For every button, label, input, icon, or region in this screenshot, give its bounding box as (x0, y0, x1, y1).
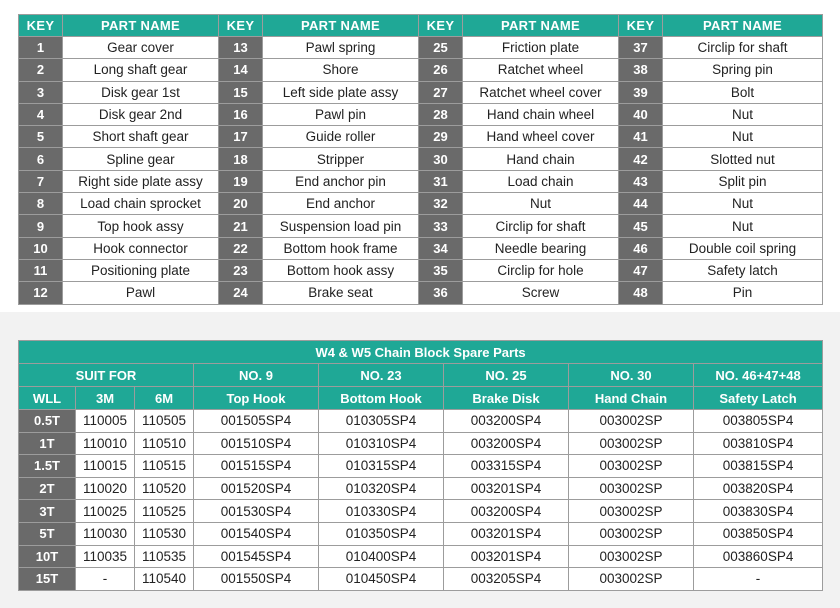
wll-cell: 1.5T (19, 455, 76, 478)
hand-chain-cell: 003002SP (569, 500, 694, 523)
parts-row (19, 170, 823, 192)
part-name: Bottom hook assy (263, 259, 419, 281)
part-key: 44 (619, 193, 663, 215)
part-name: Bottom hook frame (263, 237, 419, 259)
part-key: 36 (419, 282, 463, 304)
part-name: Nut (663, 126, 823, 148)
bottom-hook-header: Bottom Hook (319, 387, 444, 410)
part-name: Long shaft gear (63, 59, 219, 81)
part-key: 43 (619, 170, 663, 192)
part-key: 45 (619, 215, 663, 237)
part-key: 29 (419, 126, 463, 148)
code-6m-cell: 110515 (135, 455, 194, 478)
brake-disk-cell: 003200SP4 (444, 410, 569, 433)
code-6m-cell: 110505 (135, 410, 194, 433)
wll-cell: 1T (19, 432, 76, 455)
code-3m-cell: - (76, 568, 135, 591)
part-name: Nut (463, 193, 619, 215)
spare-row (19, 522, 823, 545)
part-key: 24 (219, 282, 263, 304)
number-header: NO. 9 (194, 364, 319, 387)
bottom-hook-cell: 010400SP4 (319, 545, 444, 568)
part-key: 32 (419, 193, 463, 215)
part-name: Short shaft gear (63, 126, 219, 148)
part-key: 28 (419, 103, 463, 125)
part-name: Nut (663, 193, 823, 215)
hand-chain-cell: 003002SP (569, 568, 694, 591)
part-key: 6 (19, 148, 63, 170)
part-name: Right side plate assy (63, 170, 219, 192)
part-name: Ratchet wheel (463, 59, 619, 81)
bottom-hook-cell: 010450SP4 (319, 568, 444, 591)
parts-body (19, 37, 823, 305)
part-key: 20 (219, 193, 263, 215)
safety-latch-cell: 003830SP4 (694, 500, 823, 523)
wll-header: WLL (19, 387, 76, 410)
spare-title-row (19, 341, 823, 364)
top-hook-cell: 001550SP4 (194, 568, 319, 591)
bottom-hook-cell: 010350SP4 (319, 522, 444, 545)
part-name: Disk gear 2nd (63, 103, 219, 125)
part-key: 7 (19, 170, 63, 192)
part-name: Stripper (263, 148, 419, 170)
part-key: 39 (619, 81, 663, 103)
part-key: 30 (419, 148, 463, 170)
brake-disk-cell: 003201SP4 (444, 545, 569, 568)
top-hook-cell: 001515SP4 (194, 455, 319, 478)
part-key: 31 (419, 170, 463, 192)
part-key: 16 (219, 103, 263, 125)
spare-number-row (19, 364, 823, 387)
parts-row (19, 282, 823, 304)
part-name: Circlip for shaft (663, 37, 823, 59)
code-6m-cell: 110530 (135, 522, 194, 545)
part-key: 17 (219, 126, 263, 148)
brake-disk-cell: 003315SP4 (444, 455, 569, 478)
part-name: End anchor (263, 193, 419, 215)
spare-row (19, 477, 823, 500)
code-3m-cell: 110005 (76, 410, 135, 433)
part-name-header: PART NAME (663, 15, 823, 37)
top-hook-cell: 001540SP4 (194, 522, 319, 545)
part-key: 48 (619, 282, 663, 304)
safety-latch-cell: 003810SP4 (694, 432, 823, 455)
part-name: Ratchet wheel cover (463, 81, 619, 103)
length-6m-header: 6M (135, 387, 194, 410)
safety-latch-cell: - (694, 568, 823, 591)
part-name: Friction plate (463, 37, 619, 59)
code-6m-cell: 110510 (135, 432, 194, 455)
key-header: KEY (419, 15, 463, 37)
part-key: 34 (419, 237, 463, 259)
hand-chain-cell: 003002SP (569, 545, 694, 568)
parts-row (19, 37, 823, 59)
parts-row (19, 59, 823, 81)
length-3m-header: 3M (76, 387, 135, 410)
wll-cell: 15T (19, 568, 76, 591)
spare-row (19, 568, 823, 591)
brake-disk-cell: 003201SP4 (444, 522, 569, 545)
spare-row (19, 500, 823, 523)
part-name: Spring pin (663, 59, 823, 81)
part-name: Slotted nut (663, 148, 823, 170)
part-name: Top hook assy (63, 215, 219, 237)
part-key: 25 (419, 37, 463, 59)
parts-row (19, 193, 823, 215)
bottom-hook-cell: 010330SP4 (319, 500, 444, 523)
code-6m-cell: 110535 (135, 545, 194, 568)
part-name: Left side plate assy (263, 81, 419, 103)
part-key: 12 (19, 282, 63, 304)
parts-table (18, 14, 823, 305)
part-key: 27 (419, 81, 463, 103)
code-3m-cell: 110035 (76, 545, 135, 568)
spare-table-title: W4 & W5 Chain Block Spare Parts (19, 341, 823, 364)
part-key: 26 (419, 59, 463, 81)
code-3m-cell: 110015 (76, 455, 135, 478)
brake-disk-cell: 003205SP4 (444, 568, 569, 591)
part-key: 46 (619, 237, 663, 259)
part-key: 8 (19, 193, 63, 215)
number-header: NO. 46+47+48 (694, 364, 823, 387)
hand-chain-header: Hand Chain (569, 387, 694, 410)
spare-row (19, 455, 823, 478)
hand-chain-cell: 003002SP (569, 455, 694, 478)
part-name: Safety latch (663, 259, 823, 281)
part-name-header: PART NAME (263, 15, 419, 37)
part-name: Screw (463, 282, 619, 304)
code-6m-cell: 110520 (135, 477, 194, 500)
part-key: 13 (219, 37, 263, 59)
part-key: 21 (219, 215, 263, 237)
spare-body (19, 410, 823, 591)
bottom-hook-cell: 010315SP4 (319, 455, 444, 478)
suit-for-header: SUIT FOR (19, 364, 194, 387)
part-name: Guide roller (263, 126, 419, 148)
part-name: Hand chain (463, 148, 619, 170)
part-key: 33 (419, 215, 463, 237)
part-key: 41 (619, 126, 663, 148)
part-key: 1 (19, 37, 63, 59)
parts-row (19, 237, 823, 259)
parts-row (19, 148, 823, 170)
parts-row (19, 259, 823, 281)
part-key: 15 (219, 81, 263, 103)
safety-latch-header: Safety Latch (694, 387, 823, 410)
part-key: 40 (619, 103, 663, 125)
part-name: Needle bearing (463, 237, 619, 259)
safety-latch-cell: 003850SP4 (694, 522, 823, 545)
hand-chain-cell: 003002SP (569, 477, 694, 500)
part-name: Pawl (63, 282, 219, 304)
part-name: Positioning plate (63, 259, 219, 281)
part-name: Suspension load pin (263, 215, 419, 237)
wll-cell: 0.5T (19, 410, 76, 433)
part-key: 35 (419, 259, 463, 281)
code-3m-cell: 110020 (76, 477, 135, 500)
part-key: 9 (19, 215, 63, 237)
brake-disk-cell: 003200SP4 (444, 500, 569, 523)
brake-disk-cell: 003201SP4 (444, 477, 569, 500)
top-hook-header: Top Hook (194, 387, 319, 410)
top-hook-cell: 001545SP4 (194, 545, 319, 568)
number-header: NO. 25 (444, 364, 569, 387)
spare-subheader-row (19, 387, 823, 410)
part-name: Load chain (463, 170, 619, 192)
safety-latch-cell: 003820SP4 (694, 477, 823, 500)
part-key: 5 (19, 126, 63, 148)
part-key: 23 (219, 259, 263, 281)
part-name: Pawl pin (263, 103, 419, 125)
number-header: NO. 23 (319, 364, 444, 387)
part-key: 22 (219, 237, 263, 259)
part-name: Spline gear (63, 148, 219, 170)
part-name: Hand wheel cover (463, 126, 619, 148)
wll-cell: 10T (19, 545, 76, 568)
part-name-header: PART NAME (63, 15, 219, 37)
part-name: Bolt (663, 81, 823, 103)
part-key: 3 (19, 81, 63, 103)
top-hook-cell: 001520SP4 (194, 477, 319, 500)
bottom-hook-cell: 010310SP4 (319, 432, 444, 455)
key-header: KEY (219, 15, 263, 37)
part-name: Brake seat (263, 282, 419, 304)
parts-row (19, 215, 823, 237)
hand-chain-cell: 003002SP (569, 522, 694, 545)
part-key: 11 (19, 259, 63, 281)
number-header: NO. 30 (569, 364, 694, 387)
part-key: 10 (19, 237, 63, 259)
part-name: Nut (663, 103, 823, 125)
part-name: Shore (263, 59, 419, 81)
part-name: Hook connector (63, 237, 219, 259)
part-key: 47 (619, 259, 663, 281)
top-hook-cell: 001505SP4 (194, 410, 319, 433)
part-name-header: PART NAME (463, 15, 619, 37)
part-key: 14 (219, 59, 263, 81)
part-name: Pin (663, 282, 823, 304)
part-key: 19 (219, 170, 263, 192)
wll-cell: 2T (19, 477, 76, 500)
key-header: KEY (619, 15, 663, 37)
spare-row (19, 432, 823, 455)
wll-cell: 5T (19, 522, 76, 545)
part-name: Hand chain wheel (463, 103, 619, 125)
part-name: Gear cover (63, 37, 219, 59)
part-name: Load chain sprocket (63, 193, 219, 215)
spare-row (19, 410, 823, 433)
code-6m-cell: 110540 (135, 568, 194, 591)
parts-row (19, 103, 823, 125)
part-name: End anchor pin (263, 170, 419, 192)
safety-latch-cell: 003815SP4 (694, 455, 823, 478)
wll-cell: 3T (19, 500, 76, 523)
part-key: 42 (619, 148, 663, 170)
code-3m-cell: 110025 (76, 500, 135, 523)
part-name: Double coil spring (663, 237, 823, 259)
parts-row (19, 81, 823, 103)
spare-row (19, 545, 823, 568)
brake-disk-header: Brake Disk (444, 387, 569, 410)
part-name: Nut (663, 215, 823, 237)
hand-chain-cell: 003002SP (569, 432, 694, 455)
part-key: 38 (619, 59, 663, 81)
part-name: Circlip for shaft (463, 215, 619, 237)
bottom-hook-cell: 010305SP4 (319, 410, 444, 433)
code-3m-cell: 110030 (76, 522, 135, 545)
code-6m-cell: 110525 (135, 500, 194, 523)
part-name: Pawl spring (263, 37, 419, 59)
brake-disk-cell: 003200SP4 (444, 432, 569, 455)
parts-header-row (19, 15, 823, 37)
safety-latch-cell: 003860SP4 (694, 545, 823, 568)
code-3m-cell: 110010 (76, 432, 135, 455)
part-key: 2 (19, 59, 63, 81)
top-hook-cell: 001530SP4 (194, 500, 319, 523)
bottom-hook-cell: 010320SP4 (319, 477, 444, 500)
part-key: 37 (619, 37, 663, 59)
parts-row (19, 126, 823, 148)
part-name: Circlip for hole (463, 259, 619, 281)
part-name: Disk gear 1st (63, 81, 219, 103)
spare-parts-table (18, 340, 823, 591)
top-hook-cell: 001510SP4 (194, 432, 319, 455)
part-key: 4 (19, 103, 63, 125)
key-header: KEY (19, 15, 63, 37)
part-name: Split pin (663, 170, 823, 192)
part-key: 18 (219, 148, 263, 170)
hand-chain-cell: 003002SP (569, 410, 694, 433)
safety-latch-cell: 003805SP4 (694, 410, 823, 433)
